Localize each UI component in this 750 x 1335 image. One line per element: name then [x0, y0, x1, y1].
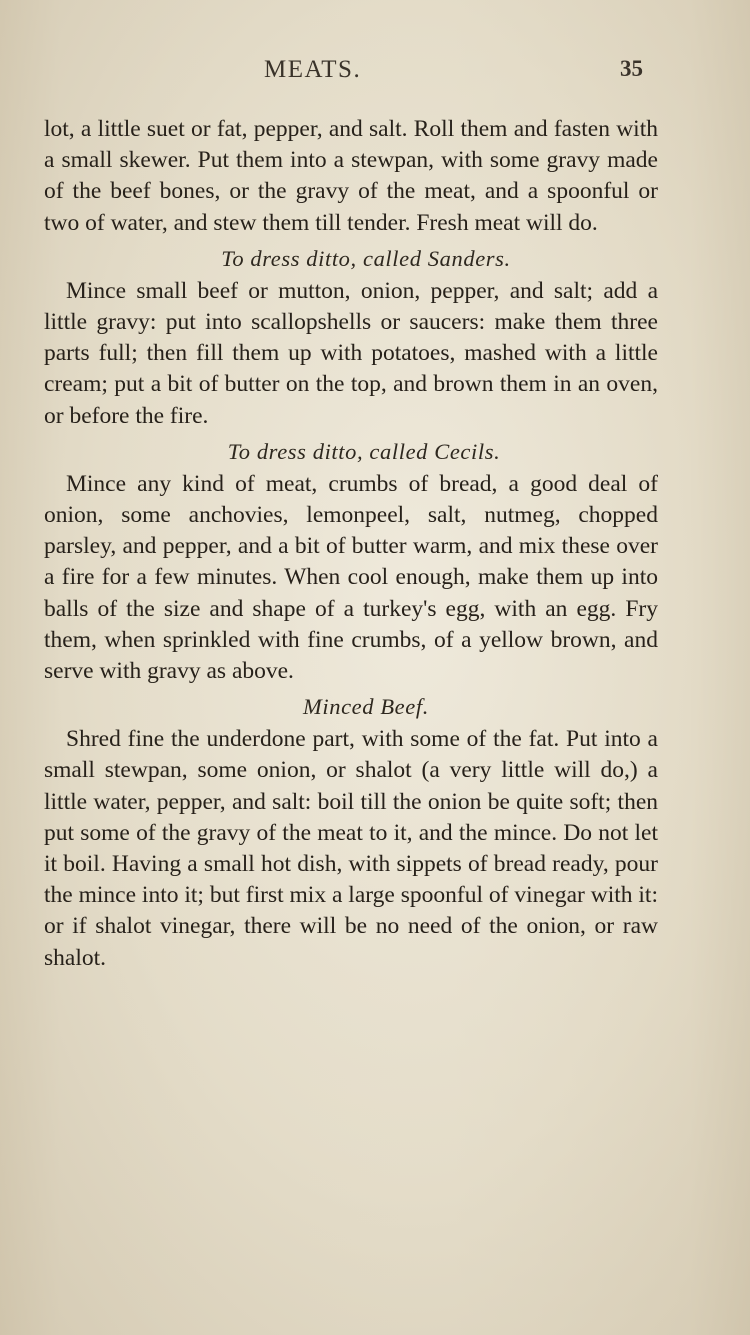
paragraph-cecils: Mince any kind of meat, crumbs of bread, a good deal of onion, some anchovies, lemonpeel, salt, nutmeg, chopped parsley, and pepper, and a bit of butter warm, and mix these over a fire for a few minutes. When cool enough, make them up into balls of the size and shape of a turkey's egg, with an egg. Fry them, when sprinkled with fine crumbs, of a yellow brown, and serve with gravy as above.	[44, 470, 658, 685]
recipe-heading-cecils: To dress ditto, called Cecils.	[227, 438, 501, 464]
recipe-heading-sanders: To dress ditto, called Sanders.	[221, 245, 511, 271]
page-number: 35	[620, 56, 643, 81]
recipe-heading-minced-beef: Minced Beef.	[303, 694, 429, 720]
page-header-title: MEATS.	[264, 56, 362, 83]
running-head	[0, 56, 750, 90]
page-body	[44, 114, 658, 974]
paragraph-minced-beef: Shred fine the underdone part, with some of the fat. Put into a small stewpan, some onion, or shalot (a very little will do,) a little water, pepper, and salt: boil till the onion be quite soft; then put some of the gravy of the meat to it, and the mince. Do not let it boil. Having a small hot dish, with sippets of bread ready, pour the mince into it; but first mix a large spoonful of vinegar with it: or if shalot vinegar, there will be no need of the onion, or raw shalot.	[44, 726, 658, 971]
paragraph-sanders: Mince small beef or mutton, onion, pepper, and salt; add a little gravy: put into scallopshells or saucers: make them three parts full; then fill them up with potatoes, mashed with a little cream; put a bit of butter on the top, and brown them in an oven, or before the fire.	[44, 277, 658, 429]
paragraph-continued: lot, a little suet or fat, pepper, and salt. Roll them and fasten with a small skewer. Put them into a stewpan, with some gravy made of the beef bones, or the gravy of the meat, and a spoonful or two of water, and stew them till tender. Fresh meat will do.	[44, 116, 658, 236]
